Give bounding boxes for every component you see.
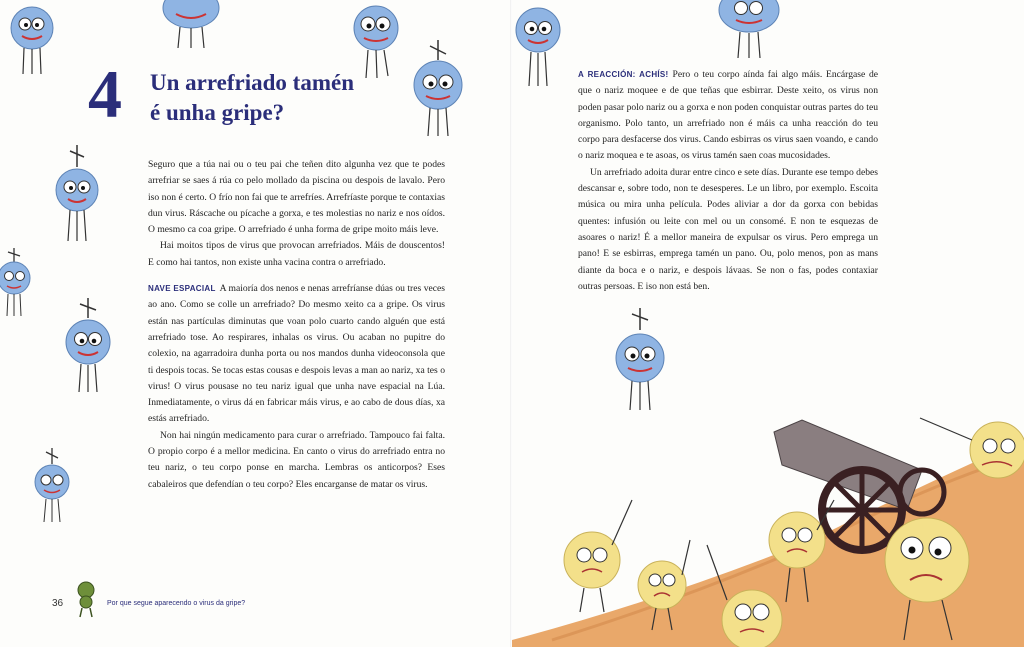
- blue-virus-illustration: [8, 0, 56, 78]
- paragraph: Hai moitos tipos de virus que provocan arrefriados. Máis de douscentos! E como hai tantos, non existe unha vacina contra o arrefriado.: [148, 240, 445, 268]
- hill-cannon-illustration: [512, 0, 1024, 647]
- virus-icon: [74, 580, 98, 618]
- section-lead: A REACCIÓN: ACHÍS!: [578, 70, 669, 79]
- paragraph: Un arrefriado adoita durar entre cinco e sete días. Durante ese tempo debes descansar e, sobre todo, non te desesperes. Le un libro, por exemplo. Escoita música ou mira unha película. Podes aliviar a dor da gorxa con bebidas quentes: infusión ou leite con mel ou un consomé. E non te esquezas de asoares o nariz! É a mellor maneira de expulsar os virus. Pero emprega un pano! E se esbirras, emprega tamén un pano. Ou, polo menos, pon as mans diante da boca e o nariz, e despois lávaas. Se non o fas, podes contaxiar outras persoas. E iso non está ben.: [578, 166, 878, 292]
- page-number: 36: [52, 598, 64, 609]
- chapter-number: 4: [88, 56, 122, 132]
- blue-virus-illustration: [346, 0, 406, 80]
- blue-virus-illustration: [410, 40, 466, 140]
- left-body-text: [148, 157, 445, 493]
- blue-virus-illustration: [52, 145, 102, 245]
- blue-virus-illustration: [158, 0, 224, 50]
- paragraph: Seguro que a túa nai ou o teu pai che teñen dito algunha vez que te podes arrefriar se saes á rúa co pelo mollado da piscina ou despois de lavalo. Pero iso non é certo. O frío non fai que te arrefríes. Arrefríaste porque te contaxias dun virus. Ráscache ou pícache a gorxa, e tes molestias no nariz e nos oídos. O mesmo ca coa gripe. O arrefriado é unha forma de gripe moito máis leve.: [148, 159, 445, 236]
- blue-virus-illustration: [0, 248, 34, 318]
- blue-virus-illustration: [62, 298, 114, 394]
- chapter-title-line2: é unha gripe?: [150, 100, 285, 125]
- paragraph: A REACCIÓN: ACHÍS! Pero o teu corpo aínda fai algo máis. Encárgase de que o nariz moquee e de que teñas que esbirrar. Deste xeito, os virus non poden pasar polo nariz ou a gorxa e non poden conquistar outras partes do teu organismo. Polo tanto, un arrefriado non é máis ca unha reacción do teu corpo para desfacerse dos virus. Cando esbirras os virus saen voando, e cando o nariz moquea e te asoas, os virus tamén saen coas mucosidades.: [578, 69, 878, 162]
- running-title: Por que segue aparecendo o virus da gripe?: [107, 600, 246, 607]
- section-lead: NAVE ESPACIAL: [148, 284, 216, 294]
- paragraph: NAVE ESPACIAL A maioría dos nenos e nenas arrefríanse dúas ou tres veces ao ano. Como se colle un arrefriado? Do mesmo xeito ca a gripe. Os virus están nas partículas diminutas que voan polo cuarto cando alguén que está arrefriado tose. Ao respirares, inhalas os virus. Ou acaban no pupitre do colexio, na agarradoira dunha porta ou nos mandos dunha videoconsola que ti despois tocas. Se tocas estas cousas e despois levas a man ao nariz, xa tes o virus! O virus pousase no teu nariz igual que unha nave espacial na Lúa. Inmediatamente, o virus dá en fabricar máis virus, e ao cabo de dous días, xa estás arrefriado.: [148, 283, 445, 425]
- paragraph: Non hai ningún medicamento para curar o arrefriado. Tampouco fai falta. O propio corpo é a mellor medicina. En canto o virus do arrefriado entra no teu nariz, o teu corpo ponse en marcha. Lembras os anticorpos? Eses cabaleiros que defendían o teu corpo? Eles encarganse de matar os virus.: [148, 429, 445, 490]
- chapter-title-line1: Un arrefriado tamén: [150, 70, 354, 95]
- right-page: [512, 0, 1024, 647]
- blue-virus-illustration: [34, 448, 74, 524]
